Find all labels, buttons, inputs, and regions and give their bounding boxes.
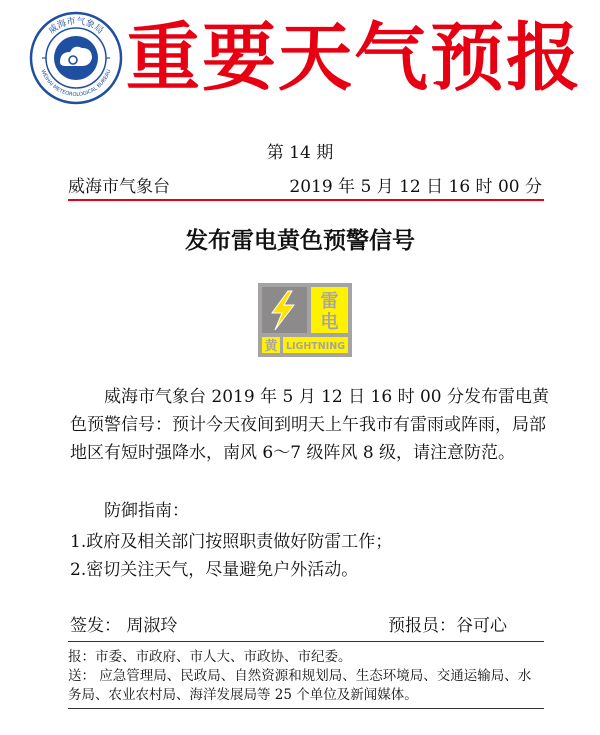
issuer: 威海市气象台 xyxy=(68,177,170,197)
guide-item: 1.政府及相关部门按照职责做好防雷工作； xyxy=(70,532,393,552)
page-title: 重要天气预报 xyxy=(126,15,582,101)
signer: 签发： 周淑玲 xyxy=(70,616,178,636)
signal-en: LIGHTNING xyxy=(285,341,346,352)
distribution-report: 报：市委、市政府、市人大、市政协、市纪委。 xyxy=(68,649,352,665)
lightning-yellow-warning-icon xyxy=(258,283,352,357)
distribution-send: 送： 应急管理局、民政局、自然资源和规划局、生态环境局、交通运输局、水务局、农业农村局、海洋发展局等 25 个单位及新闻媒体。 xyxy=(68,668,532,703)
svg-text:WEIHAI METEOROLOGICAL BUREAU: WEIHAI METEOROLOGICAL BUREAU xyxy=(39,68,113,99)
guide-item: 2.密切关注天气，尽量避免户外活动。 xyxy=(70,560,359,580)
svg-text:威海市气象局: 威海市气象局 xyxy=(47,16,105,37)
signal-level: 黄 xyxy=(264,339,278,354)
weather-bureau-logo-icon xyxy=(28,10,124,106)
distribution-divider-bottom xyxy=(68,708,544,709)
distribution-divider-top xyxy=(68,641,544,642)
headline: 发布雷电黄色预警信号 xyxy=(185,228,415,254)
warning-body: 威海市气象台 2019 年 5 月 12 日 16 时 00 分发布雷电黄色预警信号：预计今天夜间到明天上午我市有雷雨或阵雨，局部地区有短时强降水，南风 6～7 级阵风 8 级，请注意防范。 xyxy=(70,387,550,463)
guide-heading: 防御指南： xyxy=(104,501,189,521)
header-divider xyxy=(68,199,544,201)
forecaster: 预报员：谷可心 xyxy=(388,616,507,636)
issue-number: 第 14 期 xyxy=(266,143,334,163)
signal-text-bottom: 电 xyxy=(320,312,339,333)
issue-datetime: 2019 年 5 月 12 日 16 时 00 分 xyxy=(289,177,542,197)
signal-text-top: 雷 xyxy=(320,291,339,312)
